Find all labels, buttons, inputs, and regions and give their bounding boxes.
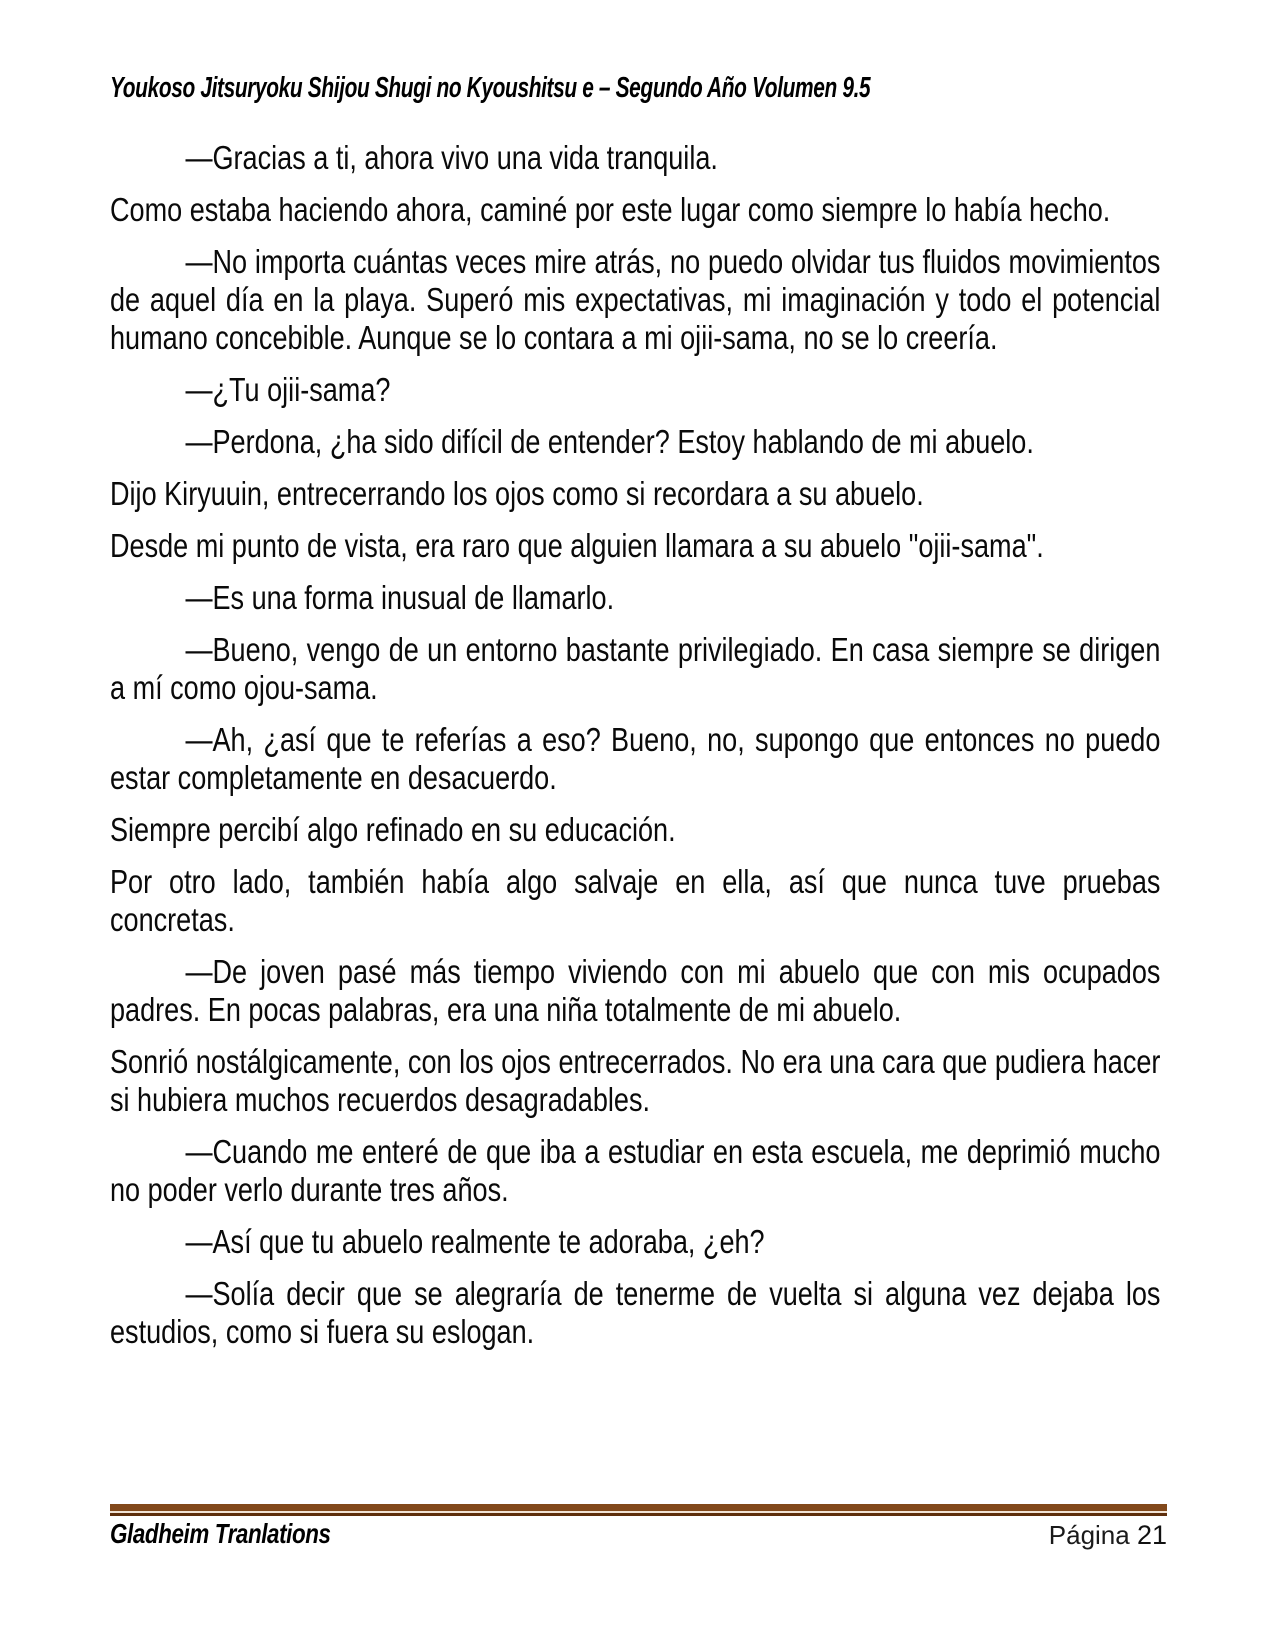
paragraph: Como estaba haciendo ahora, caminé por este lugar como siempre lo había hecho. bbox=[110, 191, 1111, 228]
paragraph: —Cuando me enteré de que iba a estudiar en esta escuela, me deprimió mucho no poder verlo durante tres años. bbox=[110, 1133, 1161, 1208]
paragraph: Desde mi punto de vista, era raro que alguien llamara a su abuelo "ojii-sama". bbox=[110, 527, 1044, 564]
paragraph: —¿Tu ojii-sama? bbox=[185, 371, 391, 408]
paragraph: —Bueno, vengo de un entorno bastante privilegiado. En casa siempre se dirigen a mí como ojou-sama. bbox=[110, 631, 1161, 706]
page-header bbox=[110, 72, 1166, 105]
paragraph: —No importa cuántas veces mire atrás, no puedo olvidar tus fluidos movimientos de aquel día en la playa. Superó mis expectativas, mi imaginación y todo el potencial humano concebible. Aunque se lo contara a mi ojii-sama, no se lo creería. bbox=[110, 243, 1161, 356]
paragraph: —Es una forma inusual de llamarlo. bbox=[185, 579, 615, 616]
paragraph: —Solía decir que se alegraría de tenerme de vuelta si alguna vez dejaba los estudios, como si fuera su eslogan. bbox=[110, 1275, 1161, 1350]
paragraph: —De joven pasé más tiempo viviendo con mi abuelo que con mis ocupados padres. En pocas palabras, era una niña totalmente de mi abuelo. bbox=[110, 953, 1161, 1028]
paragraph: —Así que tu abuelo realmente te adoraba, ¿eh? bbox=[185, 1223, 765, 1260]
paragraph: —Gracias a ti, ahora vivo una vida tranquila. bbox=[185, 139, 718, 176]
paragraph: —Ah, ¿así que te referías a eso? Bueno, no, supongo que entonces no puedo estar completamente en desacuerdo. bbox=[110, 721, 1161, 796]
paragraph: Dijo Kiryuuin, entrecerrando los ojos como si recordara a su abuelo. bbox=[110, 475, 924, 512]
footer-rule bbox=[110, 1504, 1167, 1516]
paragraph: Por otro lado, también había algo salvaje en ella, así que nunca tuve pruebas concretas. bbox=[110, 863, 1161, 938]
page-number-label: Página bbox=[1048, 1520, 1137, 1550]
paragraph: Siempre percibí algo refinado en su educación. bbox=[110, 811, 676, 848]
paragraph: —Perdona, ¿ha sido difícil de entender? Estoy hablando de mi abuelo. bbox=[185, 423, 1034, 460]
page-number bbox=[1049, 1520, 1167, 1551]
page-number-value: 21 bbox=[1136, 1520, 1167, 1550]
header-title: Youkoso Jitsuryoku Shijou Shugi no Kyoushitsu e – Segundo Año Volumen 9.5 bbox=[110, 72, 871, 104]
footer-brand bbox=[110, 1518, 386, 1550]
footer-rule-thick-line bbox=[110, 1504, 1167, 1511]
footer-brand-text: Gladheim Tranlations bbox=[110, 1518, 331, 1549]
body-text bbox=[110, 139, 1160, 1365]
footer-rule-thin-line bbox=[110, 1513, 1167, 1516]
paragraph: Sonrió nostálgicamente, con los ojos entrecerrados. No era una cara que pudiera hacer si hubiera muchos recuerdos desagradables. bbox=[110, 1043, 1161, 1118]
